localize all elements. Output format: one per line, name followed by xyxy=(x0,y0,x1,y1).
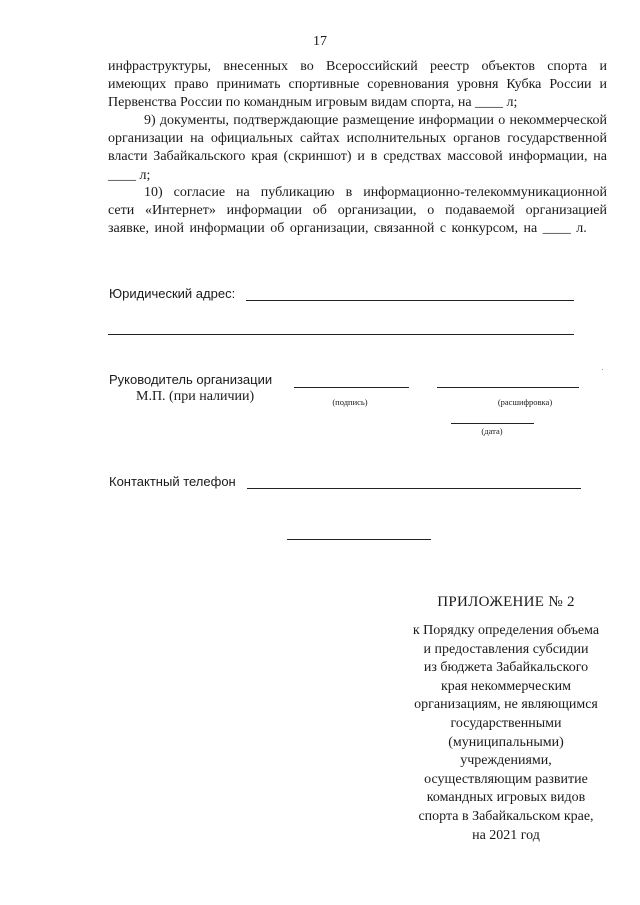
legal-address-line-2 xyxy=(108,334,574,335)
legal-address-line xyxy=(246,300,574,301)
appendix-line: командных игровых видов xyxy=(426,790,586,806)
appendix-line: учреждениями, xyxy=(460,753,552,769)
appendix-line: из бюджета Забайкальского xyxy=(423,660,589,676)
page-number: 17 xyxy=(313,34,327,49)
contact-phone-label: Контактный телефон xyxy=(109,474,236,489)
appendix-line: (муниципальными) xyxy=(448,734,564,750)
appendix-line: осуществляющим развитие xyxy=(424,771,588,787)
paragraph-item-9: 9) документы, подтверждающие размещение информации о некоммерческой организации на официальных сайтах исполнительных органов государственной власти Забайкальского края (скриншот) и в средствах массовой информации, на ____ л; xyxy=(108,113,607,183)
appendix-line: спорта в Забайкальском крае, xyxy=(418,808,594,824)
paragraph-item-10: 10) согласие на публикацию в информационно-телекоммуникационной сети «Интернет» информации об организации, о подаваемой организацией заявке, иной информации об организации, связанной с конкурсом, на ____ л. xyxy=(108,185,607,237)
date-caption: (дата) xyxy=(481,426,503,436)
appendix-line: на 2021 год xyxy=(472,827,540,843)
paragraph-infrastructure: инфраструктуры, внесенных во Всероссийский реестр объектов спорта и имеющих право принимать спортивные соревнования уровня Кубка России и Первенства России по командным игровым видам спорта, на ____ л; xyxy=(108,59,607,111)
appendix-line: к Порядку определения объема xyxy=(412,623,600,638)
appendix-title: ПРИЛОЖЕНИЕ № 2 xyxy=(437,594,575,610)
date-line xyxy=(451,423,534,424)
stamp-label: М.П. (при наличии) xyxy=(136,389,255,404)
transcript-line xyxy=(437,387,579,388)
appendix-line: организациям, не являющимся xyxy=(414,697,598,713)
transcript-caption: (расшифровка) xyxy=(497,397,553,407)
scan-mark xyxy=(602,369,603,370)
legal-address-label: Юридический адрес: xyxy=(109,286,236,301)
signature-line xyxy=(294,387,409,388)
appendix-line: государственными xyxy=(450,715,562,731)
contact-phone-line xyxy=(247,488,581,489)
appendix-line: и предоставления субсидии xyxy=(423,641,589,657)
head-of-organization-label: Руководитель организации xyxy=(109,372,273,387)
section-separator xyxy=(287,539,431,540)
appendix-line: края некоммерческим xyxy=(440,678,572,694)
appendix-subtitle xyxy=(396,622,616,845)
signature-caption: (подпись) xyxy=(332,397,368,407)
